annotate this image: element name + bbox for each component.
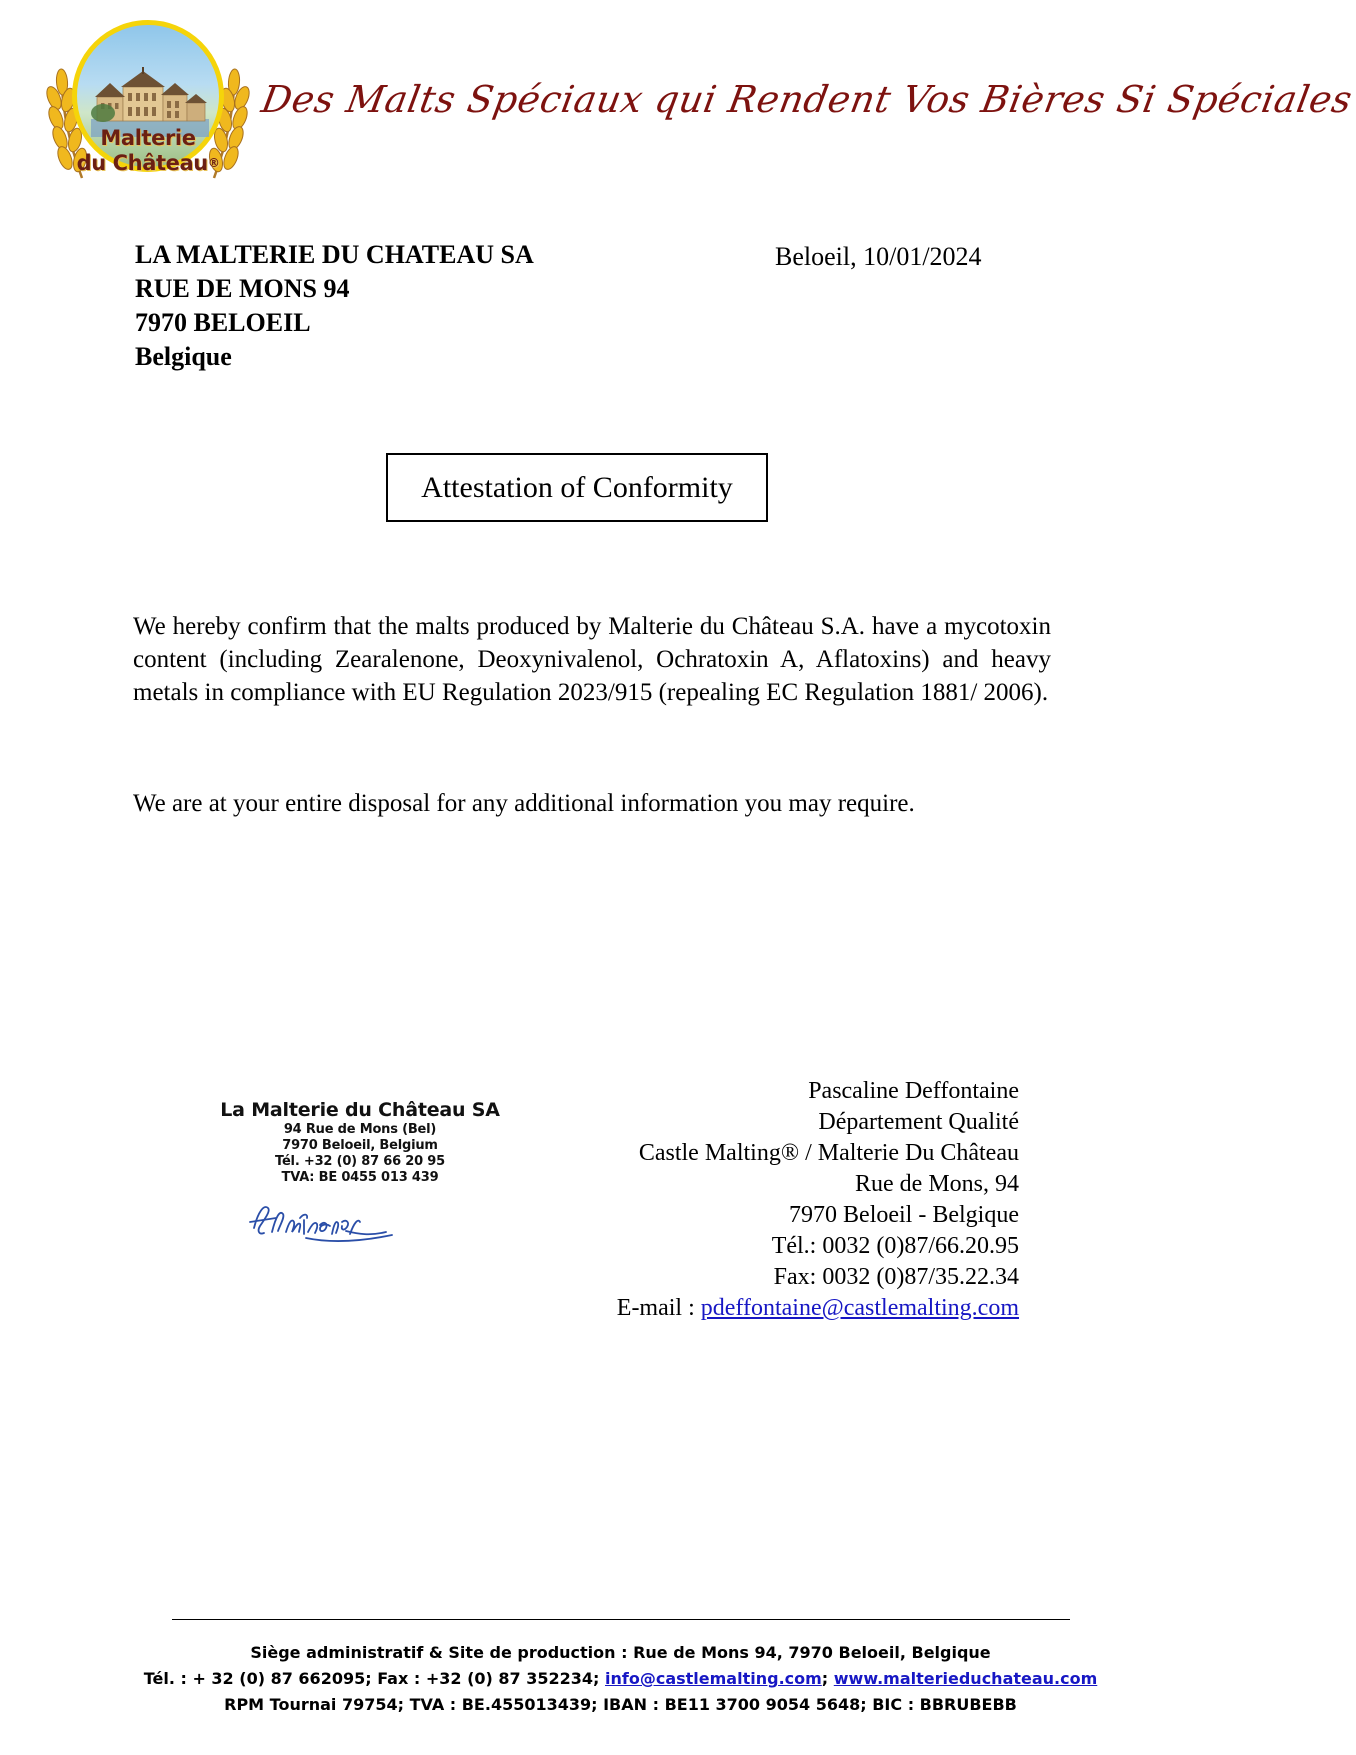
stamp-company-name: La Malterie du Château SA [220, 1099, 500, 1121]
signer-company: Castle Malting® / Malterie Du Château [638, 1140, 1019, 1166]
recipient-address [135, 238, 534, 374]
signer-block [617, 1076, 1019, 1324]
body-paragraph-1: We hereby confirm that the malts produced by Malterie du Château S.A. have a mycotoxin content (including Zearalenone, Deoxynivalenol, Ochratoxin A, Aflatoxins) and heavy metals in compliance with EU Regulation 2023/915 (repealing EC Regulation 1881/ 2006). [133, 613, 1051, 706]
recipient-line-3: 7970 BELOEIL [135, 308, 311, 337]
company-logo [38, 18, 258, 183]
signer-street: Rue de Mons, 94 [855, 1171, 1019, 1197]
signer-email-link[interactable]: pdeffontaine@castlemalting.com [700, 1295, 1019, 1321]
page-footer [0, 1640, 1241, 1718]
stamp-city: 7970 Beloeil, Belgium [282, 1138, 438, 1153]
footer-contact-text: Tél. : + 32 (0) 87 662095; Fax : +32 (0) 87 352234; [143, 1669, 606, 1688]
place-and-date: Beloeil, 10/01/2024 [775, 242, 982, 271]
recipient-line-1: LA MALTERIE DU CHATEAU SA [135, 240, 534, 269]
footer-separator: ; [821, 1669, 834, 1688]
handwritten-signature [246, 1198, 396, 1246]
signer-department: Département Qualité [818, 1109, 1019, 1135]
document-title: Attestation of Conformity [421, 470, 733, 504]
letterhead [0, 0, 1356, 190]
signer-city: 7970 Beloeil - Belgique [789, 1202, 1019, 1228]
footer-divider [172, 1619, 1070, 1620]
footer-line-2 [0, 1666, 1241, 1692]
footer-line-1: Siège administratif & Site de production : Rue de Mons 94, 7970 Beloeil, Belgique [250, 1643, 991, 1662]
logo-brand-line1: Malterie [100, 126, 196, 150]
signer-email-row [617, 1293, 1019, 1324]
footer-email-link[interactable]: info@castlemalting.com [605, 1669, 822, 1688]
company-tagline: Des Malts Spéciaux qui Rendent Vos Bières Si Spéciales [258, 78, 1356, 121]
stamp-phone: Tél. +32 (0) 87 66 20 95 [275, 1154, 445, 1169]
stamp-vat: TVA: BE 0455 013 439 [281, 1170, 439, 1185]
recipient-line-4: Belgique [135, 342, 232, 371]
signer-phone: Tél.: 0032 (0)87/66.20.95 [771, 1233, 1019, 1259]
logo-brand-line2: du Château [76, 151, 208, 175]
stamp-street: 94 Rue de Mons (Bel) [283, 1122, 437, 1137]
signer-fax: Fax: 0032 (0)87/35.22.34 [773, 1264, 1019, 1290]
logo-wordmark [38, 126, 258, 176]
body-paragraph-2: We are at your entire disposal for any additional information you may require. [133, 790, 915, 817]
footer-website-link[interactable]: www.malterieduchateau.com [833, 1669, 1098, 1688]
signer-name: Pascaline Deffontaine [808, 1078, 1019, 1104]
document-title-box [386, 453, 768, 522]
company-stamp [200, 1098, 520, 1186]
footer-line-3: RPM Tournai 79754; TVA : BE.455013439; IBAN : BE11 3700 9054 5648; BIC : BBRUBEBB [224, 1695, 1017, 1714]
registered-mark: ® [207, 156, 220, 170]
recipient-line-2: RUE DE MONS 94 [135, 274, 350, 303]
signer-email-label: E-mail : [616, 1295, 701, 1321]
